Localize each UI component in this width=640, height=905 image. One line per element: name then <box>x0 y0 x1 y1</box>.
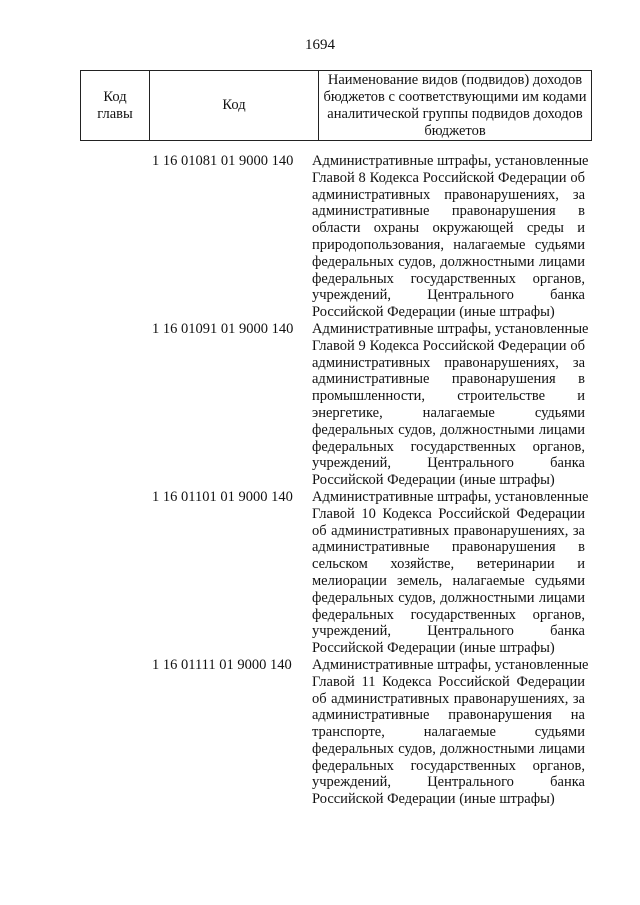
header-col-kod-label: Код <box>222 97 246 113</box>
entry-description-line: административных правонарушениях, за <box>312 354 585 371</box>
entry-description-line: федеральных государственных органов, <box>312 606 585 623</box>
entry-description-line: Российской Федерации (иные штрафы) <box>312 472 555 489</box>
entry-description-line: Российской Федерации (иные штрафы) <box>312 640 555 657</box>
entry-description-line: федеральных государственных органов, <box>312 438 585 455</box>
entry-description-line: природопользования, налагаемые судьями <box>312 236 585 253</box>
entry-description-line: об административных правонарушениях, за <box>312 690 585 707</box>
entry-description-line: административных правонарушениях, за <box>312 186 585 203</box>
header-col-glavy <box>81 71 150 141</box>
entry-description-line: федеральных государственных органов, <box>312 270 585 287</box>
entry-description-line: энергетике, налагаемые судьями <box>312 404 585 421</box>
entry-description-line: федеральных государственных органов, <box>312 757 585 774</box>
entries-list <box>0 153 640 808</box>
entry-description-line: Административные штрафы, установленные <box>312 656 589 673</box>
entry-description-line: Российской Федерации (иные штрафы) <box>312 304 555 321</box>
entry-description-line: Главой 9 Кодекса Российской Федерации об <box>312 337 585 354</box>
entry-row <box>0 657 640 808</box>
entry-description-line: Административные штрафы, установленные <box>312 488 589 505</box>
entry-description-line: транспорте, налагаемые судьями <box>312 724 585 741</box>
header-row <box>81 71 592 141</box>
entry-description <box>312 153 589 321</box>
entry-code: 1 16 01111 01 9000 140 <box>152 656 292 673</box>
header-col-kod <box>150 71 319 141</box>
entry-description-line: Административные штрафы, установленные <box>312 153 589 169</box>
entry-description <box>312 656 589 808</box>
entry-description-line: об административных правонарушениях, за <box>312 522 585 539</box>
entry-description-line: учреждений, Центрального банка <box>312 287 585 304</box>
entry-code: 1 16 01091 01 9000 140 <box>152 320 294 337</box>
entry-code: 1 16 01101 01 9000 140 <box>152 488 293 505</box>
header-col-glavy-label: Код главы <box>97 88 133 122</box>
page-number: 1694 <box>305 37 335 53</box>
entry-description-line: Главой 10 Кодекса Российской Федерации <box>312 505 585 522</box>
header-table <box>80 70 592 141</box>
entry-description-line: административные правонарушения в <box>312 203 585 220</box>
entry-description-line: Административные штрафы, установленные <box>312 320 589 337</box>
entry-description-line: Главой 11 Кодекса Российской Федерации <box>312 673 585 690</box>
entry-row <box>0 321 640 489</box>
entry-description-line: сельском хозяйстве, ветеринарии и <box>312 556 585 573</box>
entry-description-line: федеральных судов, должностными лицами <box>312 253 585 270</box>
entry-row <box>0 489 640 657</box>
entry-row <box>0 153 640 321</box>
header-col-name <box>319 71 592 141</box>
entry-description-line: федеральных судов, должностными лицами <box>312 421 585 438</box>
entry-description-line: учреждений, Центрального банка <box>312 623 585 640</box>
entry-description <box>312 320 589 489</box>
entry-description-line: промышленности, строительстве и <box>312 388 585 405</box>
entry-description-line: федеральных судов, должностными лицами <box>312 589 585 606</box>
entry-description-line: Главой 8 Кодекса Российской Федерации об <box>312 169 585 186</box>
entry-description <box>312 488 589 657</box>
entry-description-line: административные правонарушения в <box>312 539 585 556</box>
entry-description-line: административные правонарушения в <box>312 371 585 388</box>
entry-description-line: мелиорации земель, налагаемые судьями <box>312 572 585 589</box>
entry-description-line: учреждений, Центрального банка <box>312 774 585 791</box>
header-col-name-label: Наименование видов (подвидов) доходов бюджетов с соответствующими им кодами аналитической группы подвидов доходов бюджетов <box>323 71 587 139</box>
entry-code: 1 16 01081 01 9000 140 <box>152 153 294 169</box>
entry-description-line: области охраны окружающей среды и <box>312 220 585 237</box>
entry-description-line: административные правонарушения на <box>312 707 585 724</box>
entry-description-line: учреждений, Центрального банка <box>312 455 585 472</box>
entry-description-line: Российской Федерации (иные штрафы) <box>312 791 555 808</box>
entry-description-line: федеральных судов, должностными лицами <box>312 740 585 757</box>
